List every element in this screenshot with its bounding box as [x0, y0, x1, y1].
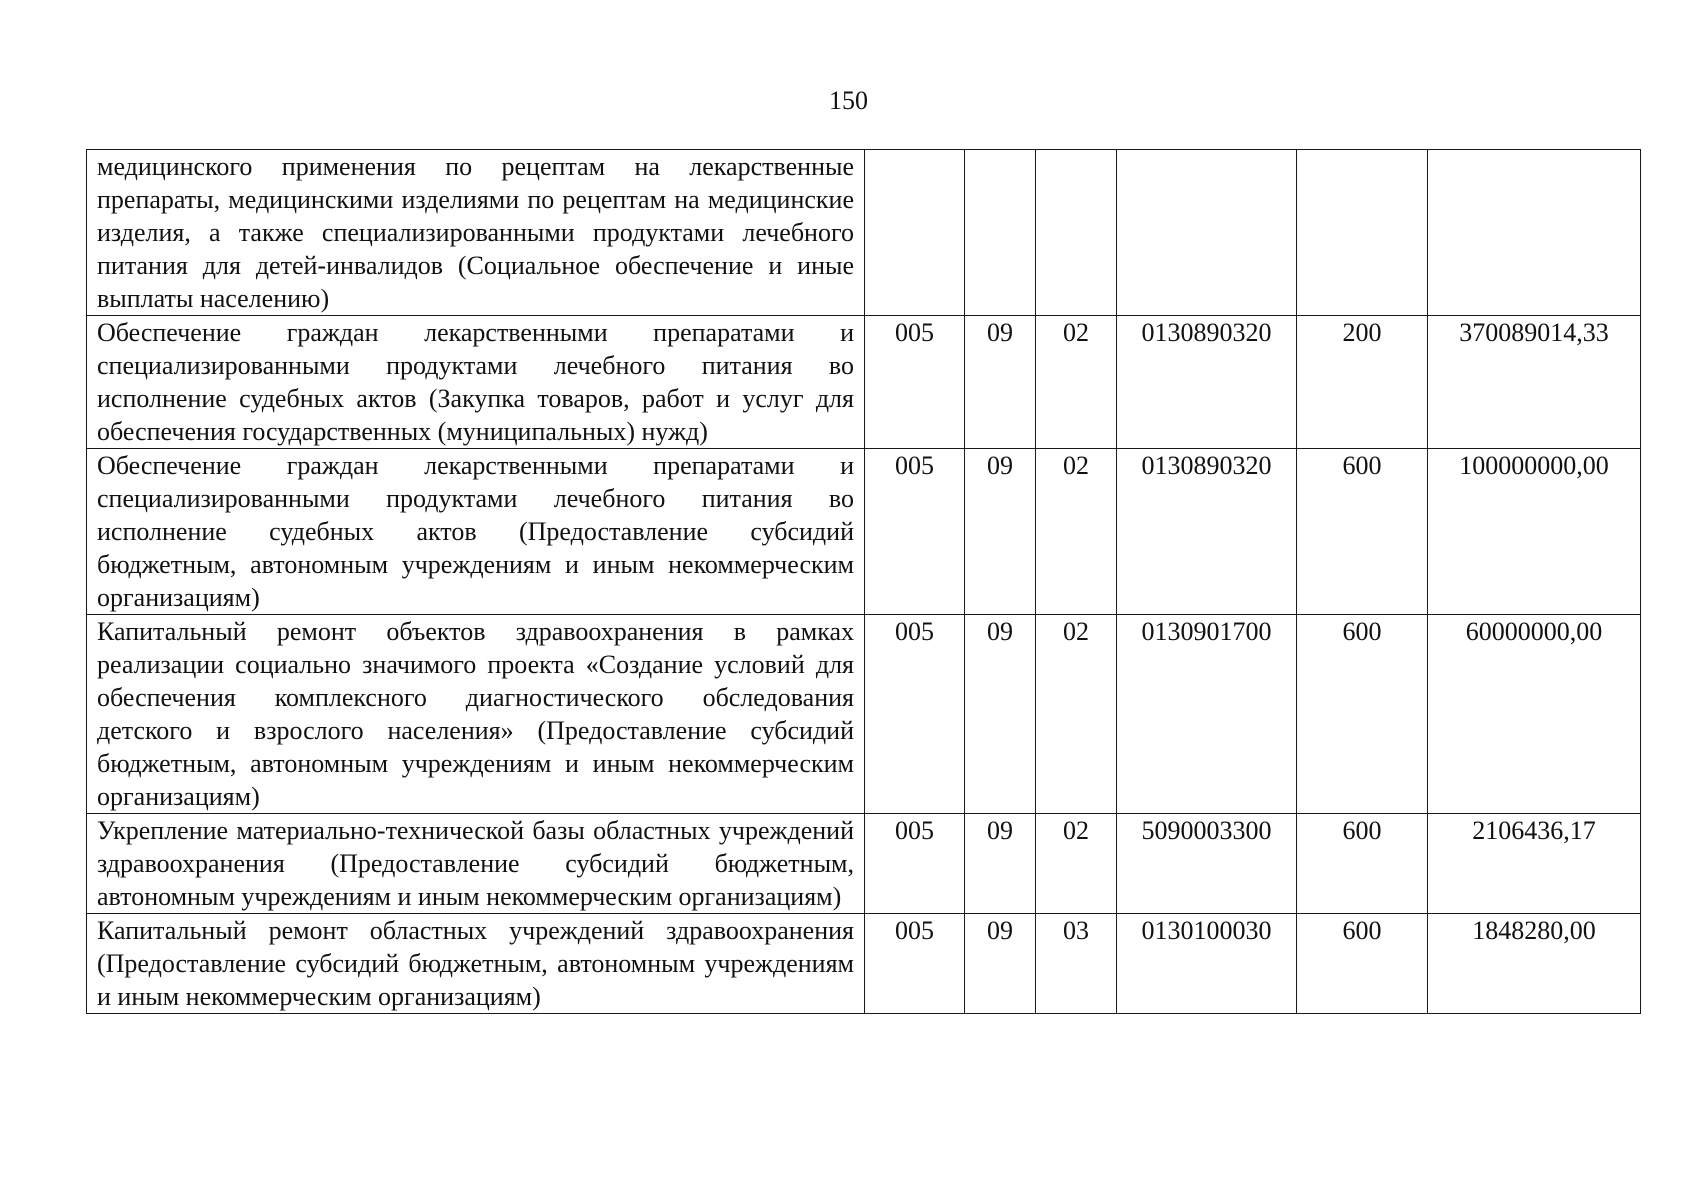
subsection-code: 02 — [1036, 615, 1117, 814]
table-row — [87, 814, 1641, 914]
subsection-code: 02 — [1036, 814, 1117, 914]
amount — [1428, 150, 1641, 316]
expense-type-code: 600 — [1297, 914, 1428, 1014]
expense-type-code — [1297, 150, 1428, 316]
section-code: 09 — [965, 449, 1036, 615]
subsection-code: 02 — [1036, 316, 1117, 449]
department-code: 005 — [865, 914, 965, 1014]
target-article-code: 5090003300 — [1117, 814, 1297, 914]
row-description: Обеспечение граждан лекарственными препаратами и специализированными продуктами лечебного питания во исполнение судебных актов (Закупка товаров, работ и услуг для обеспечения государственных (муниципальных) нужд) — [87, 316, 865, 449]
row-description: Укрепление материально-технической базы областных учреждений здравоохранения (Предоставление субсидий бюджетным, автономным учреждениям и иным некоммерческим организациям) — [87, 814, 865, 914]
expense-type-code: 600 — [1297, 615, 1428, 814]
department-code: 005 — [865, 814, 965, 914]
page-number: 150 — [829, 86, 868, 115]
expense-type-code: 600 — [1297, 449, 1428, 615]
target-article-code — [1117, 150, 1297, 316]
row-description: медицинского применения по рецептам на лекарственные препараты, медицинскими изделиями по рецептам на медицинские изделия, а также специализированными продуктами лечебного питания для детей-инвалидов (Социальное обеспечение и иные выплаты населению) — [87, 150, 865, 316]
amount: 100000000,00 — [1428, 449, 1641, 615]
amount: 60000000,00 — [1428, 615, 1641, 814]
department-code: 005 — [865, 615, 965, 814]
department-code: 005 — [865, 316, 965, 449]
subsection-code — [1036, 150, 1117, 316]
table-row — [87, 316, 1641, 449]
section-code — [965, 150, 1036, 316]
section-code: 09 — [965, 615, 1036, 814]
section-code: 09 — [965, 914, 1036, 1014]
target-article-code: 0130890320 — [1117, 316, 1297, 449]
target-article-code: 0130100030 — [1117, 914, 1297, 1014]
section-code: 09 — [965, 316, 1036, 449]
expense-type-code: 600 — [1297, 814, 1428, 914]
table-row — [87, 914, 1641, 1014]
target-article-code: 0130890320 — [1117, 449, 1297, 615]
department-code — [865, 150, 965, 316]
row-description: Капитальный ремонт областных учреждений здравоохранения (Предоставление субсидий бюджетным, автономным учреждениям и иным некоммерческим организациям) — [87, 914, 865, 1014]
amount: 2106436,17 — [1428, 814, 1641, 914]
subsection-code: 03 — [1036, 914, 1117, 1014]
row-description: Капитальный ремонт объектов здравоохранения в рамках реализации социально значимого проекта «Создание условий для обеспечения комплексного диагностического обследования детского и взрослого населения» (Предоставление субсидий бюджетным, автономным учреждениям и иным некоммерческим организациям) — [87, 615, 865, 814]
amount: 370089014,33 — [1428, 316, 1641, 449]
amount: 1848280,00 — [1428, 914, 1641, 1014]
table-row — [87, 449, 1641, 615]
table-row — [87, 615, 1641, 814]
table-row — [87, 150, 1641, 316]
target-article-code: 0130901700 — [1117, 615, 1297, 814]
budget-table — [86, 149, 1641, 1014]
expense-type-code: 200 — [1297, 316, 1428, 449]
department-code: 005 — [865, 449, 965, 615]
row-description: Обеспечение граждан лекарственными препаратами и специализированными продуктами лечебного питания во исполнение судебных актов (Предоставление субсидий бюджетным, автономным учреждениям и иным некоммерческим организациям) — [87, 449, 865, 615]
section-code: 09 — [965, 814, 1036, 914]
subsection-code: 02 — [1036, 449, 1117, 615]
